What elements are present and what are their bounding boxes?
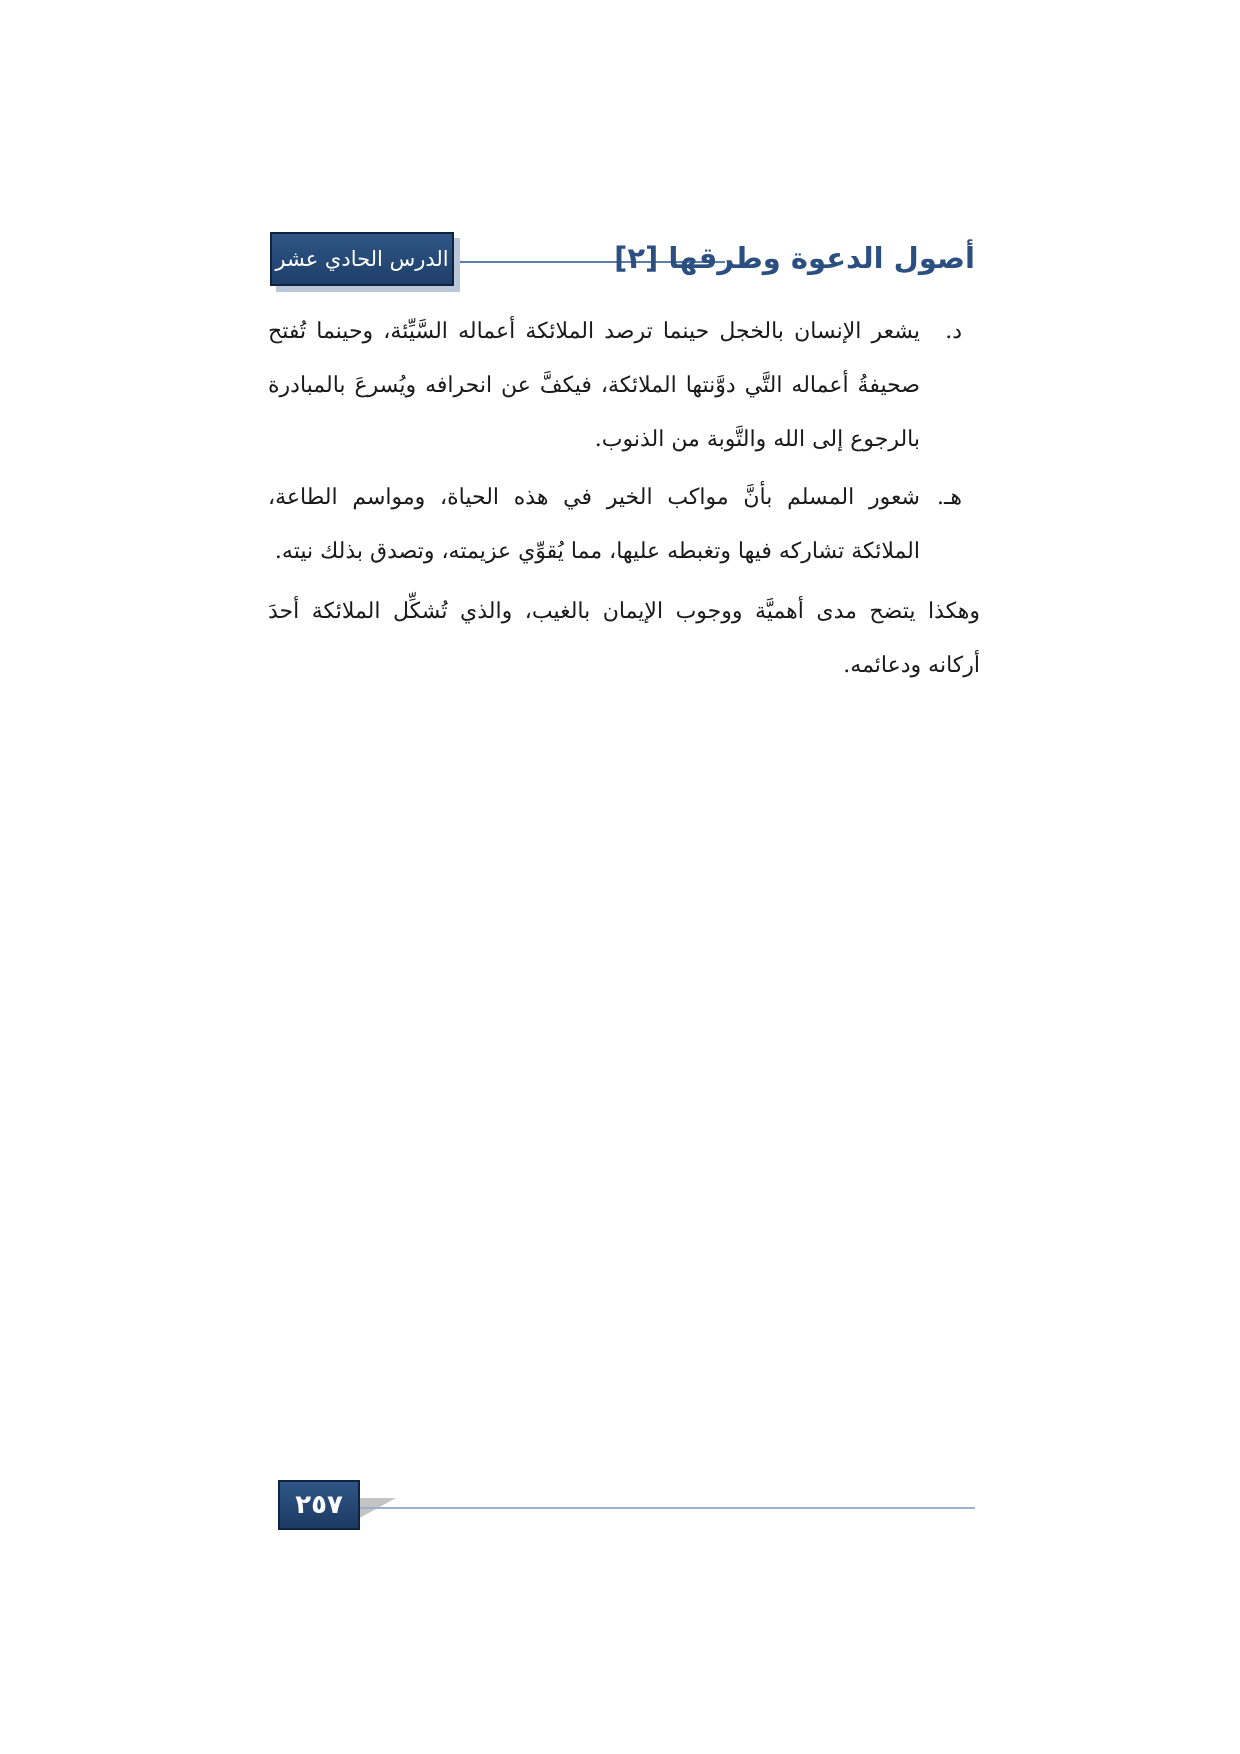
chapter-badge (270, 232, 454, 286)
page-header (270, 228, 975, 288)
footer-rule (360, 1507, 975, 1509)
closing-paragraph: وهكذا يتضح مدى أهميَّة ووجوب الإيمان بالغيب، والذي تُشكِّل الملائكة أحدَ أركانه ودعائمه. (268, 599, 980, 678)
list-item (268, 471, 980, 579)
list-item-marker: هـ. (936, 485, 962, 510)
list-item (268, 305, 980, 467)
page-body (268, 305, 980, 715)
list-item-text: شعور المسلم بأنَّ مواكب الخير في هذه الحياة، ومواسم الطاعة، الملائكة تشاركه فيها وتغبطه عليها، مما يُقوِّي عزيمته، وتصدق بذلك نيته. (268, 485, 920, 564)
chapter-label: الدرس الحادي عشر (275, 247, 449, 271)
page-number: ٢٥٧ (295, 1490, 343, 1520)
footer-accent (356, 1498, 396, 1520)
list-item-marker: د. (945, 319, 962, 344)
list-item-text: يشعر الإنسان بالخجل حينما ترصد الملائكة أعماله السَّيِّئة، وحينما تُفتح صحيفةُ أعماله التَّي دوَّنتها الملائكة، فيكفَّ عن انحرافه ويُسرعَ بالمبادرة بالرجوع إلى الله والتَّوبة من الذنوب. (268, 319, 920, 452)
book-title: أصول الدعوة وطرقها [٢] (614, 241, 975, 275)
page-number-badge (278, 1480, 360, 1530)
page-footer (278, 1480, 975, 1540)
